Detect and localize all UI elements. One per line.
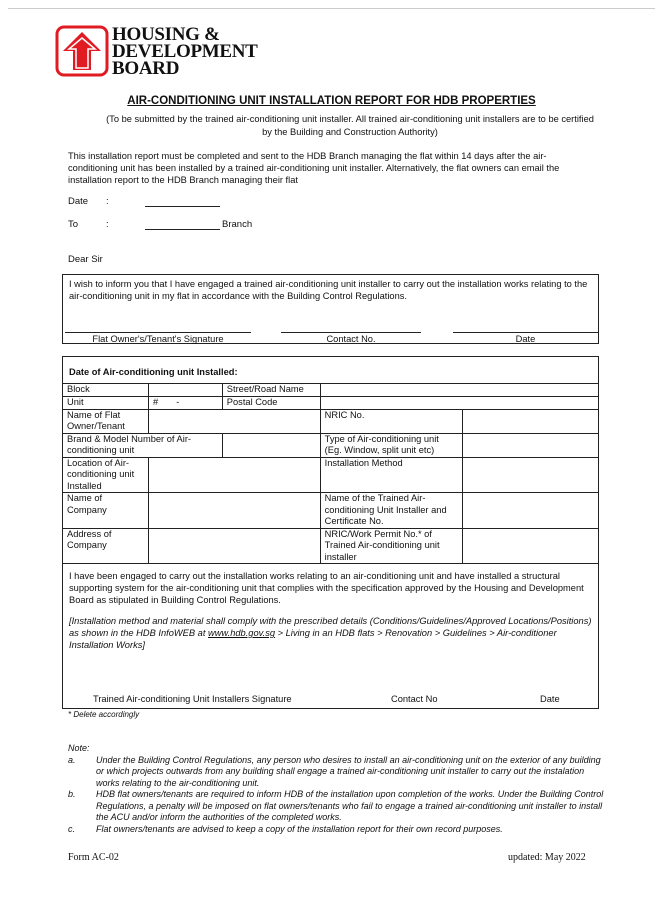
owner-name-field[interactable]	[148, 409, 320, 433]
date-label: Date	[68, 196, 89, 207]
date-line[interactable]	[453, 332, 598, 333]
date-field[interactable]	[145, 206, 220, 207]
address-field[interactable]	[148, 528, 320, 564]
guidelines-text: [Installation method and material shall comply with the prescribed details (Conditions/Guidelines/Approved Locations/Positions) as shown in the HDB InfoWEB at	[69, 616, 592, 638]
installer-name-field[interactable]	[463, 493, 599, 529]
intro-paragraph: This installation report must be completed and sent to the HDB Branch managing the flat within 14 days after the air-conditioning unit has been installed by a trained air-conditioning unit installer. Alternatively, the flat owners can email the installation report to the HDB Branch managing their flat	[68, 151, 560, 185]
notes-section	[68, 743, 608, 835]
logo-line: BOARD	[112, 58, 180, 79]
notes-title: Note:	[68, 743, 90, 753]
address-label: Address of Company	[63, 528, 149, 564]
logo-line: HOUSING &	[112, 24, 220, 45]
updated-date: updated: May 2022	[508, 852, 586, 863]
branch-field[interactable]	[145, 229, 220, 230]
nric-label: NRIC No.	[320, 409, 463, 433]
method-label: Installation Method	[320, 457, 463, 493]
note-label: c.	[68, 823, 76, 834]
permit-label: NRIC/Work Permit No.* of Trained Air-conditioning unit installer	[320, 528, 463, 564]
unit-label: Unit	[63, 397, 149, 410]
postal-label: Postal Code	[222, 397, 320, 410]
unit-field[interactable]	[148, 397, 222, 410]
contact-label: Contact No.	[326, 334, 376, 344]
note-item	[68, 789, 608, 824]
colon: :	[106, 196, 109, 207]
installer-date-label: Date	[540, 694, 560, 704]
block-field[interactable]	[148, 384, 222, 397]
page-top-rule	[8, 8, 655, 9]
installation-guidelines-note	[69, 615, 594, 651]
type-field[interactable]	[463, 433, 599, 457]
note-item	[68, 824, 608, 836]
location-field[interactable]	[148, 457, 320, 493]
street-field[interactable]	[320, 384, 598, 397]
owner-name-label: Name of Flat Owner/Tenant	[63, 409, 149, 433]
company-field[interactable]	[148, 493, 320, 529]
installer-contact-label: Contact No	[391, 694, 438, 704]
nric-field[interactable]	[463, 409, 599, 433]
owner-declaration-box	[62, 274, 599, 344]
salutation: Dear Sir	[68, 254, 103, 265]
type-label: Type of Air-conditioning unit (Eg. Window, split unit etc)	[320, 433, 463, 457]
installer-signature-label: Trained Air-conditioning Unit Installers Signature	[93, 694, 292, 704]
installation-details-table	[62, 383, 599, 564]
page-title: AIR-CONDITIONING UNIT INSTALLATION REPORT FOR HDB PROPERTIES	[127, 95, 536, 107]
company-label: Name of Company	[63, 493, 149, 529]
method-field[interactable]	[463, 457, 599, 493]
owner-signature-label: Flat Owner's/Tenant's Signature	[92, 334, 224, 344]
note-label: b.	[68, 789, 76, 799]
note-label: a.	[68, 754, 76, 765]
subtitle: (To be submitted by the trained air-conditioning unit installer. All trained air-conditioning unit installers are to be certified by the Building and Construction Authority)	[106, 114, 594, 137]
delete-accordingly-note: * Delete accordingly	[68, 710, 140, 719]
guidelines-path: > Living in an HDB flats > Renovation > Guidelines > Air-conditioner Installation Works]	[69, 628, 557, 650]
form-number: Form AC-02	[68, 852, 119, 863]
installer-declaration: I have been engaged to carry out the installation works relating to an air-conditioning unit and have installed a structural supporting system for the air-conditioning unit that complies with the specification approved by the Housing and Development Board as stipulated in Building Control Regulations.	[69, 571, 584, 605]
installed-date-header: Date of Air-conditioning unit Installed:	[69, 367, 238, 377]
contact-line[interactable]	[281, 332, 421, 333]
hdb-logo-icon	[55, 25, 109, 77]
brand-field[interactable]	[222, 433, 320, 457]
note-text: Under the Building Control Regulations, any person who desires to install an air-conditioning unit on the exterior of any building or which projects outwards from any building shall engage a trained air-conditioning unit installer to carry out the instalation works relating to the air-conditioning unit.	[96, 754, 601, 788]
installer-section-box	[62, 356, 599, 709]
branch-label: Branch	[222, 219, 253, 230]
logo-line: DEVELOPMENT	[112, 41, 258, 62]
unit-value: # -	[152, 397, 180, 407]
location-label: Location of Air-conditioning unit Installed	[63, 457, 149, 493]
owner-declaration-text: I wish to inform you that I have engaged a trained air-conditioning unit installer to carry out the installation works relating to the air-conditioning unit in my flat in accordance with the Building Control Regulations.	[69, 279, 588, 301]
postal-field[interactable]	[320, 397, 598, 410]
note-item	[68, 755, 608, 790]
permit-field[interactable]	[463, 528, 599, 564]
colon: :	[106, 219, 109, 230]
owner-signature-line[interactable]	[65, 332, 251, 333]
hdb-website-link[interactable]: www.hdb.gov.sg	[208, 628, 276, 638]
to-label: To	[68, 219, 79, 230]
block-label: Block	[63, 384, 149, 397]
note-text: HDB flat owners/tenants are required to inform HDB of the installation upon completion of the works. Under the Building Control Regulations, a penalty will be imposed on flat owners/tenants who fail to engage a trained air-conditioning unit installer to install the ACU and/or inform the authorities of the completed works.	[96, 789, 604, 822]
installer-name-label: Name of the Trained Air-conditioning Unit Installer and Certificate No.	[320, 493, 463, 529]
note-text: Flat owners/tenants are advised to keep a copy of the installation report for their own record purposes.	[96, 823, 503, 834]
date-label: Date	[515, 334, 536, 344]
brand-label: Brand & Model Number of Air-conditioning unit	[63, 433, 223, 457]
hdb-logo-text	[112, 26, 258, 77]
street-label: Street/Road Name	[222, 384, 320, 397]
